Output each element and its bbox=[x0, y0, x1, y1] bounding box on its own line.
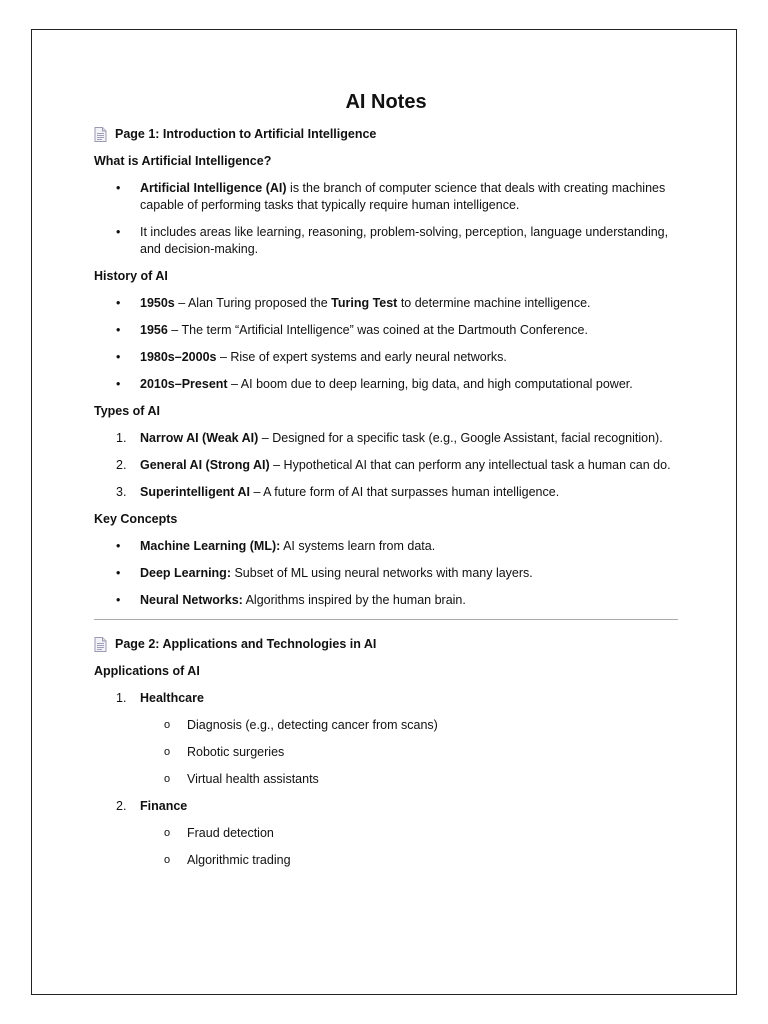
bullet-marker: • bbox=[116, 181, 121, 195]
application-group bbox=[94, 798, 678, 869]
section-divider bbox=[94, 619, 678, 620]
sub-list-item: o Robotic surgeries bbox=[164, 745, 285, 759]
bullet-marker: • bbox=[116, 566, 121, 580]
list-item: • 1950s – Alan Turing proposed the Turing Test to determine machine intelligence. bbox=[116, 296, 591, 310]
list-item: • Artificial Intelligence (AI) is the branch of computer science that deals with creating machines capable of performing tasks that typically require human intelligence. bbox=[116, 181, 666, 212]
what-is-ai-list bbox=[94, 180, 678, 258]
document-title: AI Notes bbox=[345, 91, 427, 113]
sub-list-item: o Fraud detection bbox=[164, 826, 274, 840]
sub-bullet-marker: o bbox=[164, 746, 171, 758]
list-item: 3. Superintelligent AI – A future form of AI that surpasses human intelligence. bbox=[116, 485, 560, 499]
bullet-marker: • bbox=[116, 593, 121, 607]
finance-sublist bbox=[94, 825, 678, 869]
bullet-marker: • bbox=[116, 350, 121, 364]
page2-heading-text: Page 2: Applications and Technologies in AI bbox=[115, 637, 377, 651]
applications-heading: Applications of AI bbox=[94, 664, 200, 678]
what-is-ai-heading: What is Artificial Intelligence? bbox=[94, 154, 272, 168]
bullet-marker: • bbox=[116, 539, 121, 553]
list-item: • 2010s–Present – AI boom due to deep learning, big data, and high computational power. bbox=[116, 377, 633, 391]
list-item: • 1980s–2000s – Rise of expert systems and early neural networks. bbox=[116, 350, 507, 364]
history-list bbox=[94, 295, 678, 393]
document-content bbox=[94, 88, 678, 879]
number-marker: 1. bbox=[116, 431, 127, 445]
list-item: 1. Narrow AI (Weak AI) – Designed for a specific task (e.g., Google Assistant, facial recognition). bbox=[116, 431, 663, 445]
concepts-heading: Key Concepts bbox=[94, 512, 178, 526]
list-item: • Neural Networks: Algorithms inspired by the human brain. bbox=[116, 593, 466, 607]
list-item: • 1956 – The term “Artificial Intelligence” was coined at the Dartmouth Conference. bbox=[116, 323, 588, 337]
page-icon bbox=[94, 637, 107, 652]
sub-list-item: o Diagnosis (e.g., detecting cancer from scans) bbox=[164, 718, 438, 732]
sub-bullet-marker: o bbox=[164, 854, 171, 866]
list-item: 1. Healthcare bbox=[116, 691, 204, 705]
number-marker: 3. bbox=[116, 485, 127, 499]
applications-list bbox=[94, 690, 678, 869]
types-list bbox=[94, 430, 678, 501]
sub-bullet-marker: o bbox=[164, 773, 171, 785]
bullet-marker: • bbox=[116, 296, 121, 310]
application-group bbox=[94, 690, 678, 788]
sub-bullet-marker: o bbox=[164, 719, 171, 731]
document-page bbox=[31, 29, 737, 995]
list-item: • Machine Learning (ML): AI systems learn from data. bbox=[116, 539, 436, 553]
list-item: • Deep Learning: Subset of ML using neural networks with many layers. bbox=[116, 566, 533, 580]
number-marker: 1. bbox=[116, 691, 127, 705]
page2-heading bbox=[94, 636, 678, 652]
list-item: • It includes areas like learning, reasoning, problem-solving, perception, language understanding, and decision-making. bbox=[116, 225, 669, 256]
concepts-list bbox=[94, 538, 678, 609]
page1-heading-text: Page 1: Introduction to Artificial Intelligence bbox=[115, 127, 377, 141]
bullet-marker: • bbox=[116, 377, 121, 391]
bullet-marker: • bbox=[116, 225, 121, 239]
healthcare-sublist bbox=[94, 717, 678, 788]
sub-bullet-marker: o bbox=[164, 827, 171, 839]
history-heading: History of AI bbox=[94, 269, 168, 283]
sub-list-item: o Virtual health assistants bbox=[164, 772, 319, 786]
list-item: 2. General AI (Strong AI) – Hypothetical AI that can perform any intellectual task a human can do. bbox=[116, 458, 671, 472]
number-marker: 2. bbox=[116, 799, 127, 813]
list-item: 2. Finance bbox=[116, 799, 188, 813]
page1-heading bbox=[94, 126, 678, 142]
sub-list-item: o Algorithmic trading bbox=[164, 853, 291, 867]
bullet-marker: • bbox=[116, 323, 121, 337]
types-heading: Types of AI bbox=[94, 404, 160, 418]
number-marker: 2. bbox=[116, 458, 127, 472]
page-icon bbox=[94, 127, 107, 142]
